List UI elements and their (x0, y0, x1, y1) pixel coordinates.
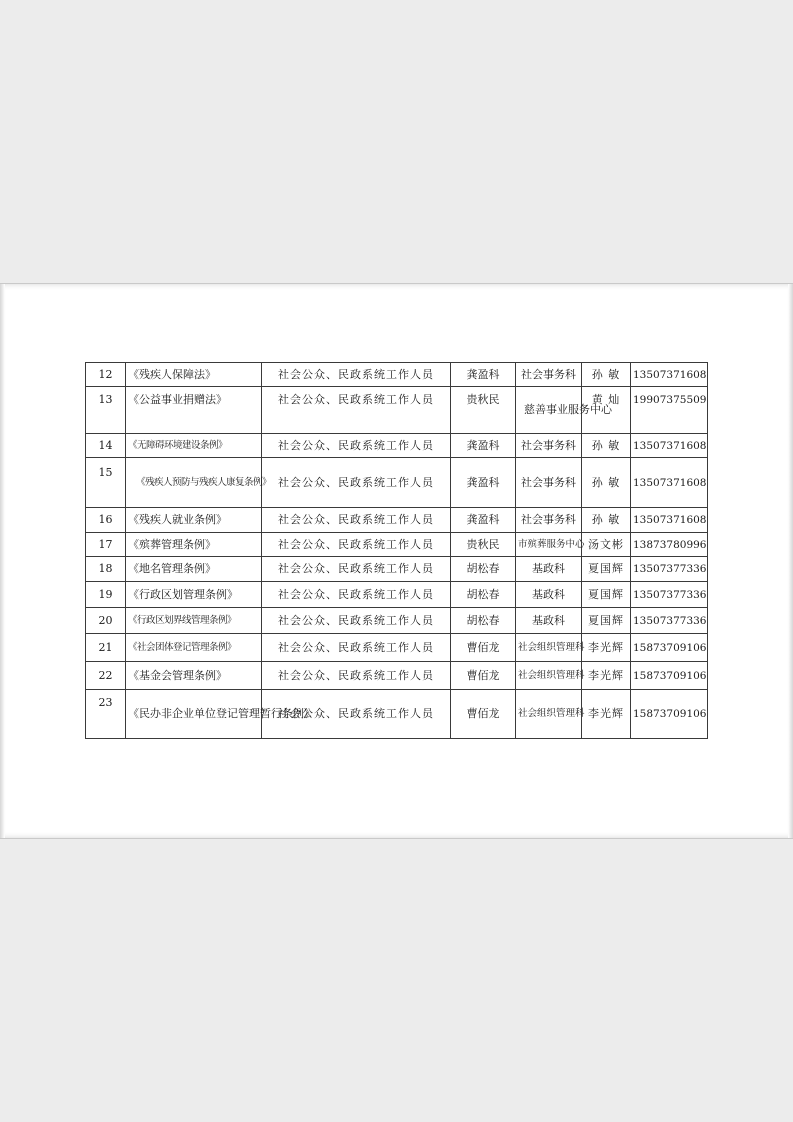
responsible-department: 社会组织管理科 (516, 634, 582, 662)
target-audience: 社会公众、民政系统工作人员 (262, 634, 451, 662)
contact-phone: 13507377336 (631, 582, 708, 608)
table-row (86, 662, 708, 690)
contact-person: 李光辉 (582, 662, 631, 690)
responsible-department: 基政科 (516, 608, 582, 634)
target-audience: 社会公众、民政系统工作人员 (262, 387, 451, 434)
table-row (86, 533, 708, 557)
responsible-leader: 曹佰龙 (451, 690, 516, 739)
law-title: 《残疾人就业条例》 (126, 508, 262, 533)
row-number: 18 (86, 557, 126, 582)
responsible-leader: 龚盈科 (451, 458, 516, 508)
contact-phone: 13507377336 (631, 557, 708, 582)
table-row (86, 434, 708, 458)
target-audience: 社会公众、民政系统工作人员 (262, 533, 451, 557)
table-row (86, 508, 708, 533)
law-title: 《无障碍环境建设条例》 (126, 434, 262, 458)
responsible-department: 社会组织管理科 (516, 662, 582, 690)
contact-person: 李光辉 (582, 634, 631, 662)
law-title: 《民办非企业单位登记管理暂行条例》 (126, 690, 262, 739)
responsible-department: 市殡葬服务中心 (516, 533, 582, 557)
contact-person: 李光辉 (582, 690, 631, 739)
contact-phone: 13507371608 (631, 458, 708, 508)
responsible-department: 慈善事业服务中心 (516, 387, 582, 434)
target-audience: 社会公众、民政系统工作人员 (262, 508, 451, 533)
responsible-department: 社会事务科 (516, 458, 582, 508)
contact-person: 孙 敏 (582, 363, 631, 387)
target-audience: 社会公众、民政系统工作人员 (262, 690, 451, 739)
row-number: 14 (86, 434, 126, 458)
law-title: 《社会团体登记管理条例》 (126, 634, 262, 662)
responsible-leader: 曹佰龙 (451, 634, 516, 662)
contact-person: 汤文彬 (582, 533, 631, 557)
target-audience: 社会公众、民政系统工作人员 (262, 557, 451, 582)
target-audience: 社会公众、民政系统工作人员 (262, 434, 451, 458)
row-number: 13 (86, 387, 126, 434)
responsible-leader: 贵秋民 (451, 387, 516, 434)
contact-person: 夏国辉 (582, 582, 631, 608)
responsible-leader: 龚盈科 (451, 508, 516, 533)
row-number: 12 (86, 363, 126, 387)
row-number: 19 (86, 582, 126, 608)
responsible-leader: 胡松春 (451, 608, 516, 634)
contact-person: 孙 敏 (582, 434, 631, 458)
contact-person: 夏国辉 (582, 608, 631, 634)
law-title: 《基金会管理条例》 (126, 662, 262, 690)
responsible-department: 社会事务科 (516, 434, 582, 458)
law-title: 《行政区划管理条例》 (126, 582, 262, 608)
responsible-leader: 胡松春 (451, 557, 516, 582)
contact-person: 孙 敏 (582, 508, 631, 533)
contact-phone: 15873709106 (631, 662, 708, 690)
responsible-department: 基政科 (516, 582, 582, 608)
target-audience: 社会公众、民政系统工作人员 (262, 363, 451, 387)
contact-person: 夏国辉 (582, 557, 631, 582)
row-number: 17 (86, 533, 126, 557)
table-row (86, 387, 708, 434)
responsible-leader: 胡松春 (451, 582, 516, 608)
row-number: 15 (86, 458, 126, 508)
table-row (86, 634, 708, 662)
table-row (86, 458, 708, 508)
row-number: 20 (86, 608, 126, 634)
target-audience: 社会公众、民政系统工作人员 (262, 662, 451, 690)
contact-phone: 19907375509 (631, 387, 708, 434)
table-row (86, 557, 708, 582)
responsible-department: 社会事务科 (516, 363, 582, 387)
contact-person: 黄 灿 (582, 387, 631, 434)
contact-phone: 15873709106 (631, 634, 708, 662)
target-audience: 社会公众、民政系统工作人员 (262, 608, 451, 634)
table-row (86, 608, 708, 634)
table-row (86, 582, 708, 608)
law-title: 《公益事业捐赠法》 (126, 387, 262, 434)
law-title: 《殡葬管理条例》 (126, 533, 262, 557)
law-title: 《残疾人保障法》 (126, 363, 262, 387)
law-title: 《行政区划界线管理条例》 (126, 608, 262, 634)
table-row (86, 363, 708, 387)
contact-phone: 13507377336 (631, 608, 708, 634)
contact-phone: 15873709106 (631, 690, 708, 739)
target-audience: 社会公众、民政系统工作人员 (262, 458, 451, 508)
responsible-department: 社会组织管理科 (516, 690, 582, 739)
row-number: 16 (86, 508, 126, 533)
responsible-leader: 贵秋民 (451, 533, 516, 557)
responsible-leader: 曹佰龙 (451, 662, 516, 690)
law-title: 《地名管理条例》 (126, 557, 262, 582)
contact-phone: 13507371608 (631, 434, 708, 458)
law-title: 《残疾人预防与残疾人康复条例》 (126, 458, 262, 508)
responsible-leader: 龚盈科 (451, 363, 516, 387)
contact-phone: 13873780996 (631, 533, 708, 557)
row-number: 23 (86, 690, 126, 739)
law-publicity-table (85, 362, 708, 739)
contact-phone: 13507371608 (631, 363, 708, 387)
responsible-leader: 龚盈科 (451, 434, 516, 458)
row-number: 22 (86, 662, 126, 690)
responsible-department: 社会事务科 (516, 508, 582, 533)
table-row (86, 690, 708, 739)
document-page (0, 283, 793, 839)
responsible-department: 基政科 (516, 557, 582, 582)
contact-phone: 13507371608 (631, 508, 708, 533)
contact-person: 孙 敏 (582, 458, 631, 508)
target-audience: 社会公众、民政系统工作人员 (262, 582, 451, 608)
row-number: 21 (86, 634, 126, 662)
